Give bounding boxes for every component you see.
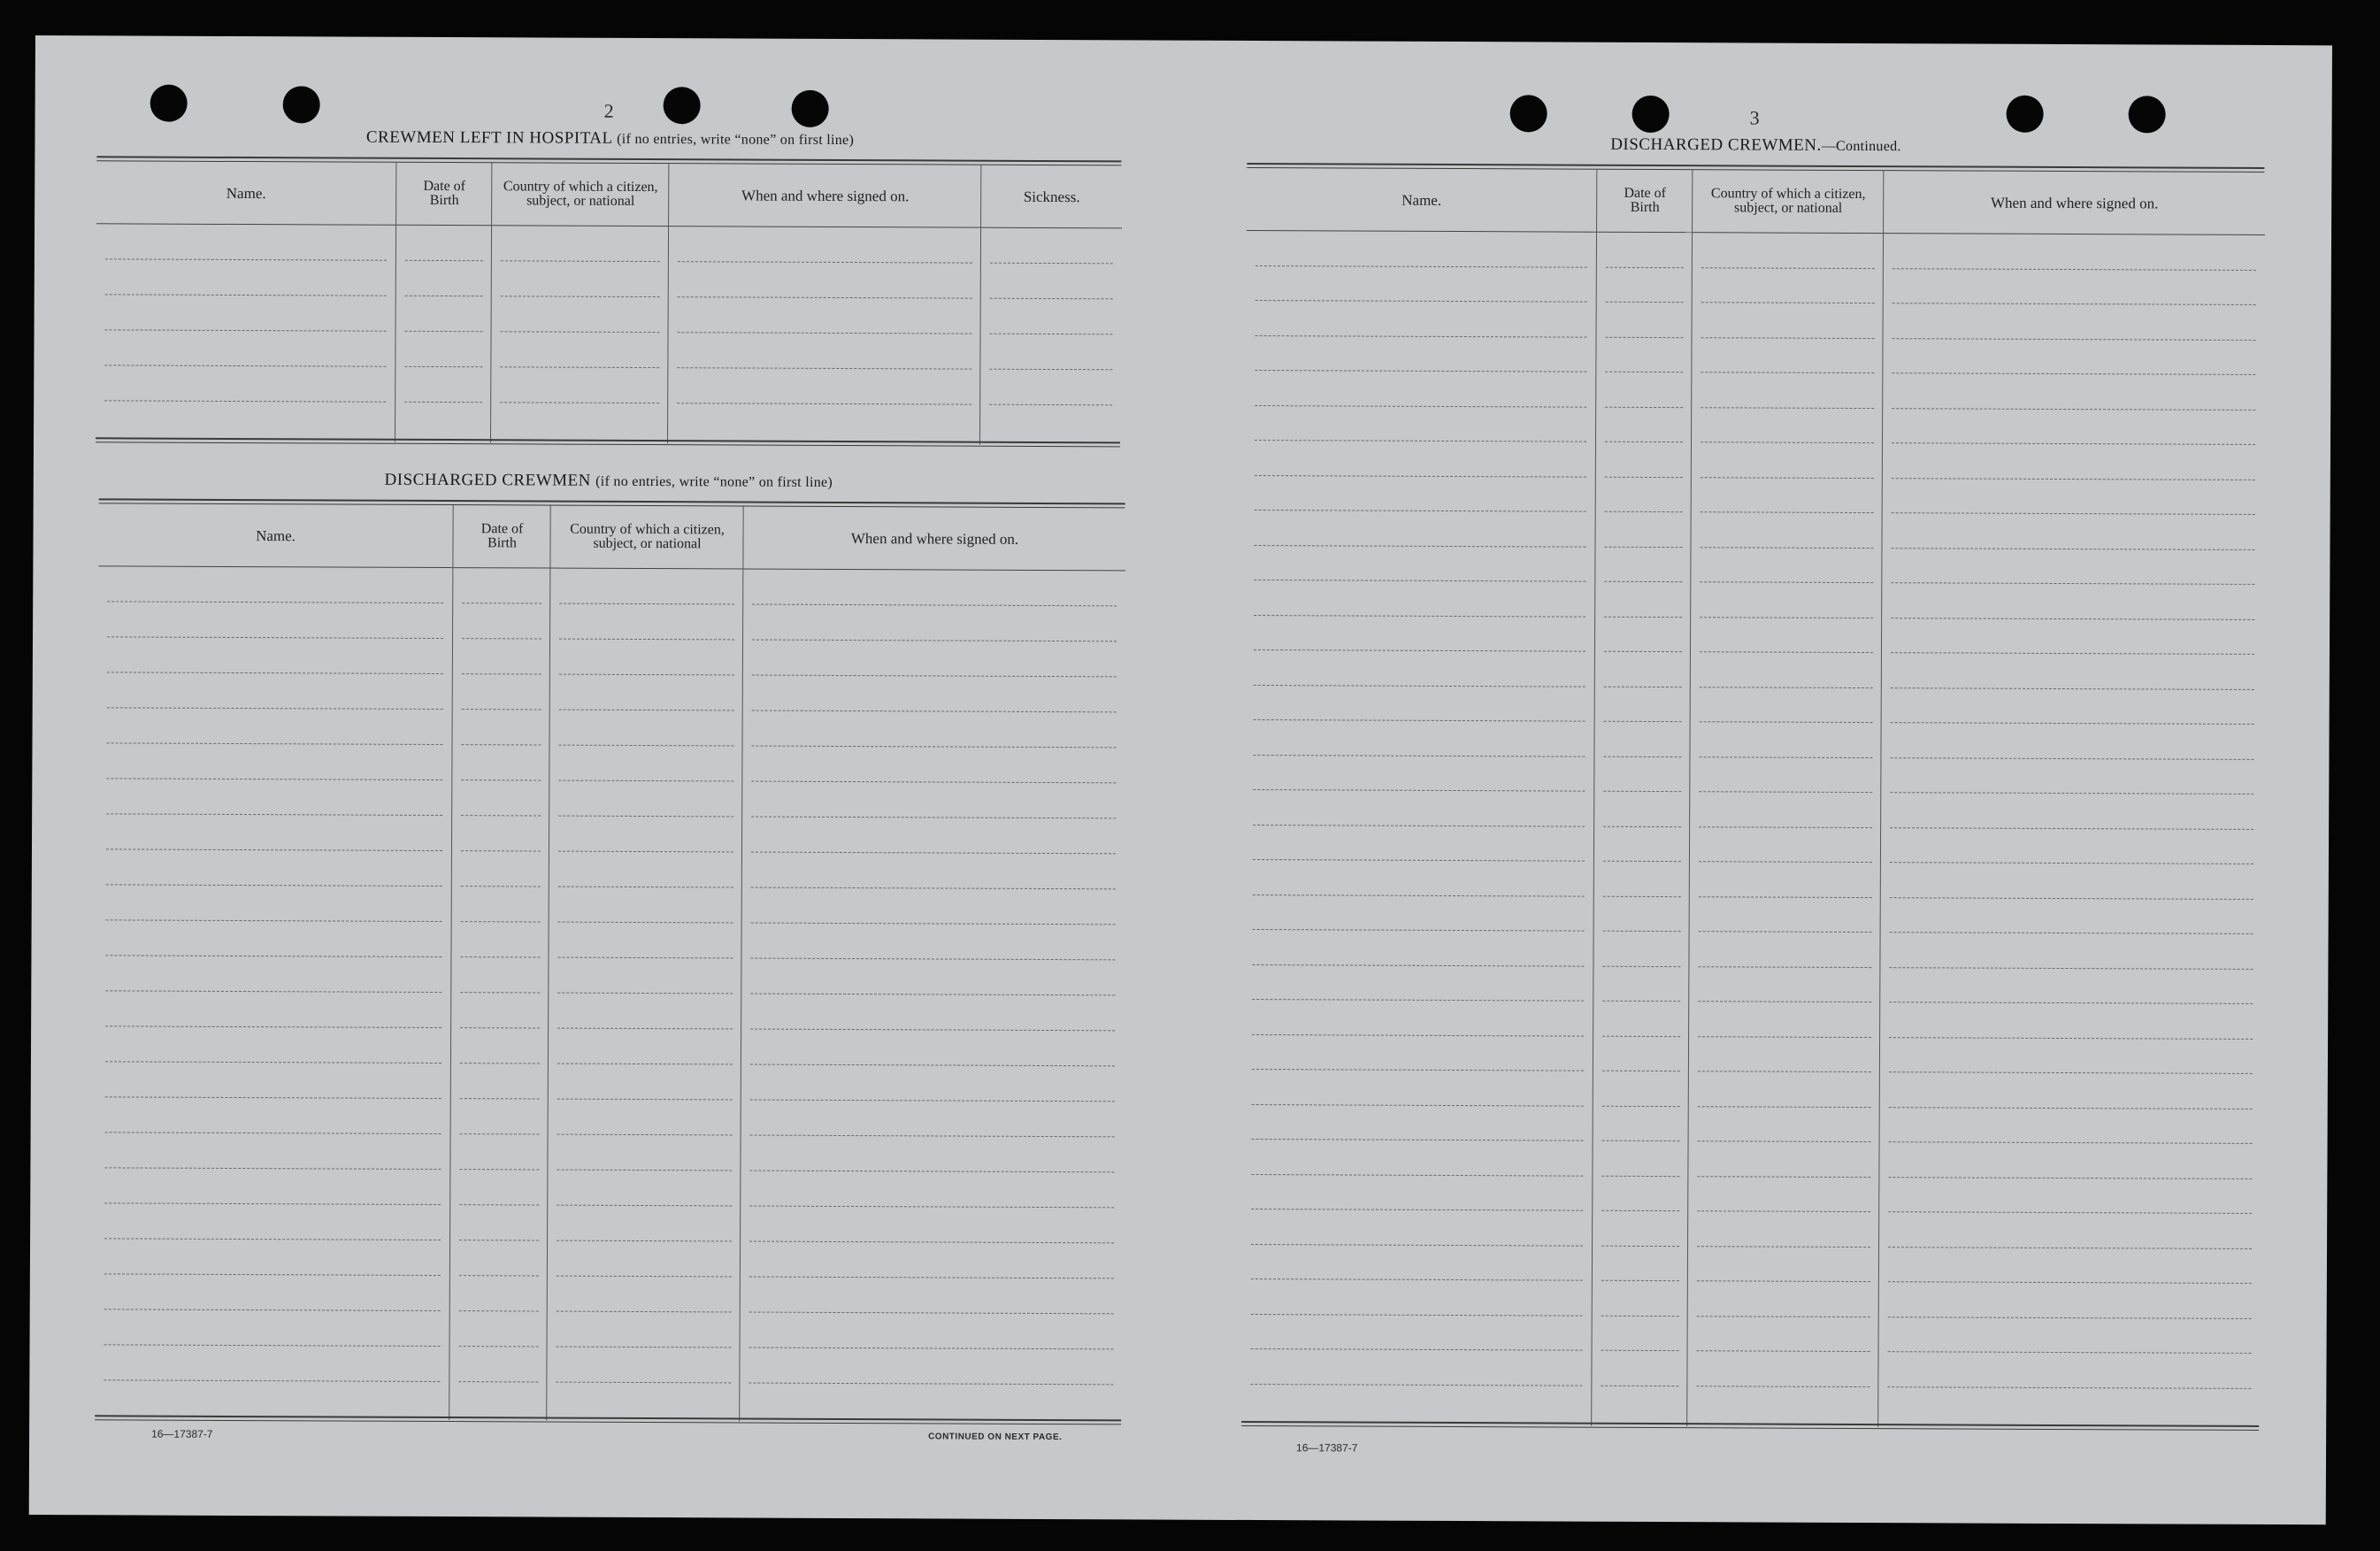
discharged-title-note: (if no entries, write “none” on first line): [595, 473, 833, 490]
punch-hole: [1632, 96, 1670, 133]
entry-line: [1605, 406, 1683, 407]
entry-line: [1889, 1002, 2253, 1004]
discharged-continued-suffix: —Continued.: [1821, 138, 1901, 155]
page-number-right: 3: [1749, 106, 1760, 129]
entry-line: [558, 922, 733, 924]
entry-line: [462, 638, 541, 639]
entry-line: [459, 1204, 539, 1205]
entry-line: [1701, 267, 1875, 269]
form-number-right: 16—17387-7: [1296, 1441, 1358, 1455]
entry-line: [751, 887, 1116, 890]
entry-line: [1889, 1141, 2253, 1144]
entry-line: [500, 402, 659, 403]
entry-line: [1602, 1105, 1680, 1106]
entry-line: [1252, 1034, 1584, 1037]
entry-line: [1255, 440, 1586, 442]
entry-line: [1601, 1350, 1679, 1351]
entry-line: [557, 1240, 732, 1242]
entry-line: [677, 403, 971, 404]
entry-line: [1697, 1176, 1870, 1178]
form-number-left: 16—17387-7: [151, 1427, 213, 1440]
entry-line: [749, 1241, 1114, 1244]
entry-line: [404, 402, 482, 403]
entry-line: [1606, 336, 1684, 337]
entry-line: [990, 334, 1113, 335]
entry-line: [501, 260, 660, 262]
entry-line: [557, 1063, 733, 1065]
discharged-continued-title: [1247, 134, 2264, 157]
entry-line: [1697, 1210, 1870, 1212]
entry-line: [1253, 789, 1585, 792]
entry-line: [461, 815, 541, 816]
discharged-table-right: [1241, 168, 2264, 1429]
entry-line: [1253, 825, 1585, 827]
entry-line: [557, 1170, 732, 1171]
entry-line: [559, 603, 734, 605]
entry-line: [1700, 547, 1873, 549]
entry-line: [1253, 755, 1585, 757]
entry-line: [557, 1276, 732, 1278]
entry-line: [1891, 687, 2254, 690]
entry-line: [749, 1206, 1114, 1209]
column-country: [490, 163, 669, 443]
entry-line: [460, 992, 540, 993]
entry-line: [558, 780, 733, 782]
entry-line: [104, 1273, 441, 1276]
header-date-of-birth: Date of Birth: [453, 505, 550, 568]
entry-line: [1890, 932, 2253, 934]
entry-line: [557, 993, 733, 994]
column-name: [96, 161, 395, 441]
entry-line: [1697, 1350, 1870, 1352]
entry-line: [1697, 1280, 1870, 1282]
entry-line: [557, 957, 733, 959]
entry-line: [1701, 511, 1874, 513]
entry-line: [1890, 757, 2253, 760]
entry-line: [989, 369, 1112, 371]
entry-line: [1254, 685, 1585, 687]
entry-line: [1252, 1069, 1584, 1071]
entry-line: [459, 1310, 539, 1311]
column-signed-on: [667, 164, 981, 445]
entry-line: [1601, 1175, 1679, 1176]
entry-line: [1699, 896, 1872, 898]
header-name: Name.: [96, 161, 395, 225]
entry-line: [1254, 719, 1585, 722]
entry-line: [1892, 372, 2255, 375]
column-signed-on: [1877, 171, 2265, 1429]
entry-line: [104, 1167, 441, 1170]
entry-line: [1700, 651, 1873, 653]
entry-line: [500, 366, 659, 368]
entry-line: [1892, 442, 2255, 445]
entry-line: [107, 707, 443, 710]
entry-line: [1888, 1281, 2252, 1284]
entry-line: [1601, 1315, 1679, 1316]
entry-line: [1698, 1036, 1871, 1038]
entry-line: [1255, 475, 1586, 478]
entry-line: [107, 742, 443, 745]
entry-line: [1254, 615, 1585, 618]
discharged-section-title: [96, 469, 1122, 493]
entry-line: [1601, 1245, 1679, 1246]
entry-line: [459, 1169, 539, 1170]
entry-line: [989, 404, 1112, 406]
entry-line: [104, 400, 386, 402]
header-country: Country of which a citizen, subject, or national: [550, 506, 743, 570]
entry-line: [1700, 581, 1873, 583]
entry-line: [678, 332, 972, 334]
entry-line: [106, 848, 442, 851]
entry-line: [1254, 649, 1585, 652]
entry-line: [1889, 1107, 2253, 1110]
entry-line: [106, 813, 442, 816]
entry-line: [107, 601, 443, 603]
entry-line: [1255, 370, 1586, 372]
entry-line: [1602, 1140, 1680, 1141]
entry-line: [104, 1238, 441, 1240]
punch-hole: [792, 90, 829, 127]
entry-line: [107, 672, 443, 674]
entry-line: [1604, 651, 1682, 652]
entry-line: [458, 1381, 538, 1382]
entry-line: [751, 923, 1116, 925]
entry-line: [1700, 721, 1873, 723]
entry-line: [1697, 1316, 1870, 1317]
column-country: [1686, 170, 1884, 1427]
punch-hole: [150, 85, 188, 122]
page-number-left: 2: [603, 99, 614, 122]
header-name: Name.: [1247, 168, 1596, 233]
hospital-title-note: (if no entries, write “none” on first line): [617, 131, 855, 149]
entry-line: [558, 851, 733, 853]
header-country: Country of which a citizen, subject, or national: [492, 163, 669, 227]
entry-line: [750, 1135, 1115, 1138]
entry-line: [557, 1134, 733, 1136]
entry-line: [1699, 826, 1872, 828]
entry-line: [750, 1100, 1115, 1102]
entry-line: [1891, 618, 2254, 620]
entry-line: [1605, 476, 1683, 477]
column-signed-on: [739, 506, 1126, 1423]
entry-line: [749, 1312, 1114, 1315]
entry-line: [750, 1064, 1115, 1067]
entry-line: [1251, 1244, 1583, 1247]
discharged-title-text: DISCHARGED CREWMEN: [384, 470, 591, 490]
entry-line: [1604, 581, 1682, 582]
entry-line: [1604, 721, 1682, 722]
entry-line: [1603, 791, 1681, 792]
entry-line: [1255, 265, 1587, 268]
entry-line: [1701, 441, 1874, 443]
entry-line: [1254, 545, 1585, 548]
entry-line: [106, 919, 442, 922]
entry-line: [105, 990, 441, 993]
entry-line: [1700, 687, 1873, 688]
entry-line: [1888, 1211, 2252, 1214]
entry-line: [749, 1171, 1114, 1173]
entry-line: [461, 779, 541, 780]
entry-line: [1252, 964, 1584, 967]
entry-line: [1892, 478, 2255, 480]
entry-line: [105, 955, 441, 957]
entry-line: [1604, 546, 1682, 547]
discharged-table-left: [95, 503, 1125, 1423]
entry-line: [460, 956, 540, 957]
entry-line: [104, 365, 386, 366]
entry-line: [752, 710, 1117, 713]
hospital-title-text: CREWMEN LEFT IN HOSPITAL: [365, 127, 612, 148]
column-name: [1241, 168, 1596, 1426]
column-date-of-birth: [1591, 170, 1693, 1426]
entry-line: [1605, 511, 1683, 512]
entry-line: [557, 1311, 732, 1313]
entry-line: [557, 1347, 732, 1348]
entry-line: [1254, 580, 1585, 582]
entry-line: [752, 746, 1117, 749]
entry-line: [749, 1383, 1113, 1386]
entry-line: [104, 1202, 441, 1205]
entry-line: [1604, 616, 1682, 617]
entry-line: [1699, 756, 1872, 758]
entry-line: [1251, 1278, 1583, 1281]
entry-line: [677, 367, 971, 369]
punch-hole: [283, 86, 320, 123]
entry-line: [405, 260, 483, 261]
entry-line: [1887, 1386, 2251, 1389]
entry-line: [1699, 791, 1872, 793]
entry-line: [1251, 1314, 1583, 1317]
entry-line: [1888, 1247, 2252, 1249]
entry-line: [461, 921, 541, 922]
entry-line: [1890, 862, 2253, 864]
entry-line: [405, 331, 483, 332]
header-date-of-birth: Date of Birth: [396, 163, 492, 226]
entry-line: [1890, 792, 2253, 795]
header-signed-on: When and where signed on.: [743, 506, 1125, 571]
entry-line: [1698, 1001, 1871, 1002]
record-sheet: [29, 35, 2332, 1524]
entry-line: [557, 1205, 732, 1207]
entry-line: [1252, 1139, 1584, 1141]
column-sickness: [979, 165, 1122, 446]
entry-line: [678, 296, 972, 298]
entry-line: [106, 778, 442, 780]
entry-line: [1698, 1071, 1871, 1072]
entry-line: [104, 1379, 440, 1382]
entry-line: [105, 258, 387, 260]
entry-line: [1255, 335, 1587, 338]
entry-line: [1892, 408, 2255, 411]
entry-line: [1890, 827, 2253, 830]
entry-line: [104, 1309, 441, 1311]
entry-line: [461, 886, 541, 887]
entry-line: [751, 781, 1116, 784]
entry-line: [752, 604, 1117, 607]
entry-line: [1891, 548, 2254, 550]
header-date-of-birth: Date of Birth: [1597, 170, 1693, 233]
entry-line: [1605, 441, 1683, 442]
entry-line: [501, 296, 660, 297]
entry-line: [1604, 686, 1682, 687]
entry-line: [752, 640, 1117, 642]
entry-line: [107, 636, 443, 639]
entry-line: [678, 261, 972, 263]
entry-line: [1606, 266, 1684, 267]
entry-line: [750, 1029, 1115, 1032]
entry-line: [1701, 302, 1875, 303]
entry-line: [1892, 303, 2256, 305]
entry-line: [1606, 302, 1684, 303]
entry-line: [105, 1061, 441, 1063]
entry-line: [460, 1027, 540, 1028]
entry-line: [1601, 1210, 1679, 1211]
entry-line: [1255, 510, 1586, 512]
entry-line: [1601, 1385, 1678, 1386]
entry-line: [462, 673, 541, 674]
entry-line: [751, 817, 1116, 819]
entry-line: [1251, 1348, 1583, 1351]
discharged-continued-title-text: DISCHARGED CREWMEN.: [1610, 134, 1822, 155]
entry-line: [1889, 1037, 2253, 1040]
entry-line: [1888, 1177, 2252, 1179]
entry-line: [1889, 1071, 2253, 1074]
entry-line: [105, 1025, 441, 1028]
entry-line: [990, 263, 1113, 265]
entry-line: [559, 639, 734, 641]
entry-line: [105, 1096, 441, 1099]
entry-line: [751, 852, 1116, 855]
entry-line: [1253, 929, 1585, 932]
hospital-table: [96, 161, 1121, 445]
entry-line: [1251, 1174, 1583, 1177]
entry-line: [1700, 617, 1873, 618]
column-name: [95, 503, 453, 1420]
entry-line: [460, 1133, 540, 1134]
entry-line: [558, 887, 733, 888]
entry-line: [1255, 300, 1587, 303]
entry-line: [104, 1344, 441, 1347]
entry-line: [1603, 861, 1681, 862]
entry-line: [404, 366, 482, 367]
punch-hole: [2007, 96, 2044, 133]
entry-line: [559, 674, 734, 676]
entry-line: [749, 1277, 1114, 1279]
entry-line: [1698, 966, 1871, 968]
entry-line: [1697, 1246, 1870, 1248]
entry-line: [1252, 999, 1584, 1002]
entry-line: [559, 745, 734, 747]
entry-line: [459, 1275, 539, 1276]
entry-line: [990, 298, 1113, 300]
header-name: Name.: [98, 503, 452, 568]
entry-line: [1888, 1317, 2252, 1319]
header-country: Country of which a citizen, subject, or national: [1693, 170, 1884, 234]
entry-line: [1603, 825, 1681, 826]
entry-line: [1253, 859, 1585, 862]
entry-line: [556, 1382, 731, 1384]
entry-line: [1892, 512, 2255, 515]
entry-line: [1889, 967, 2253, 970]
entry-line: [1698, 1106, 1871, 1108]
entry-line: [1699, 931, 1872, 933]
entry-line: [1602, 1035, 1680, 1036]
entry-line: [501, 331, 660, 333]
header-sickness: Sickness.: [981, 165, 1122, 229]
entry-line: [1603, 931, 1681, 932]
entry-line: [106, 884, 442, 887]
entry-line: [1250, 1384, 1582, 1386]
entry-line: [1892, 338, 2256, 341]
entry-line: [462, 744, 541, 745]
entry-line: [1698, 1140, 1871, 1142]
entry-line: [1252, 1104, 1584, 1107]
entry-line: [459, 1346, 539, 1347]
entry-line: [752, 675, 1117, 678]
entry-line: [558, 816, 733, 818]
entry-line: [1699, 861, 1872, 863]
continued-note: CONTINUED ON NEXT PAGE.: [928, 1432, 1063, 1443]
entry-line: [1601, 1280, 1679, 1281]
entry-line: [1255, 405, 1586, 408]
entry-line: [1891, 722, 2254, 725]
column-country: [546, 506, 744, 1422]
entry-line: [750, 994, 1115, 996]
entry-line: [1602, 965, 1680, 966]
entry-line: [1701, 477, 1874, 479]
entry-line: [1892, 268, 2256, 271]
column-date-of-birth: [449, 505, 551, 1420]
punch-hole: [1510, 95, 1547, 132]
entry-line: [1891, 582, 2254, 585]
entry-line: [1891, 652, 2254, 655]
entry-line: [1603, 895, 1681, 896]
entry-line: [460, 1098, 540, 1099]
entry-line: [461, 850, 541, 851]
entry-line: [105, 329, 387, 331]
punch-hole: [2129, 96, 2166, 133]
entry-line: [1251, 1209, 1583, 1211]
entry-line: [1602, 1001, 1680, 1002]
entry-line: [1888, 1351, 2252, 1354]
entry-line: [559, 710, 734, 711]
entry-line: [1253, 895, 1585, 897]
entry-line: [1701, 337, 1875, 339]
entry-line: [105, 1132, 441, 1134]
entry-line: [557, 1099, 733, 1101]
entry-line: [1696, 1386, 1869, 1387]
entry-line: [462, 709, 541, 710]
entry-line: [1701, 372, 1874, 373]
punch-hole: [664, 87, 701, 124]
entry-line: [750, 958, 1115, 961]
entry-line: [1701, 407, 1874, 409]
entry-line: [105, 294, 387, 296]
entry-line: [1890, 897, 2253, 900]
header-signed-on: When and where signed on.: [669, 164, 981, 228]
entry-line: [557, 1028, 733, 1030]
column-date-of-birth: [395, 163, 492, 442]
hospital-section-title: [96, 127, 1123, 150]
entry-line: [749, 1348, 1114, 1350]
header-signed-on: When and where signed on.: [1884, 171, 2265, 235]
